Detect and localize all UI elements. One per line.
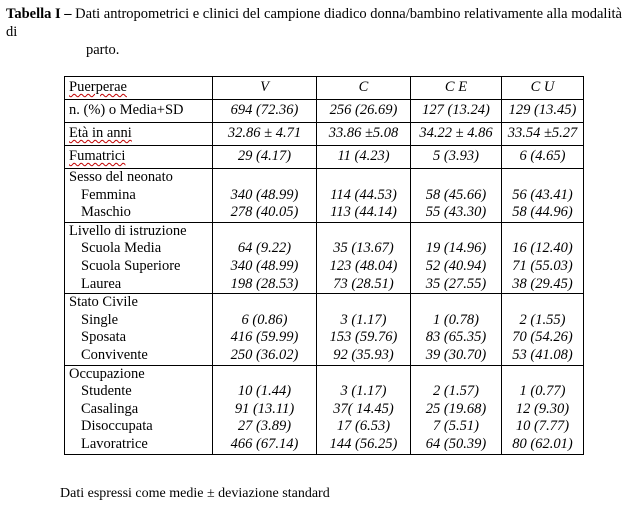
cell-sposata-v: 416 (59.99) [230,329,299,346]
cell-single-c: 3 (1.17) [340,311,387,328]
cell-n-cu: 129 (13.45) [502,100,584,123]
cell-fumatrici-c: 11 (4.23) [317,146,411,169]
group-labels-sesso [65,169,213,223]
group-col-ce [411,222,502,293]
header-label-cell [65,77,213,100]
header-col-cu: C U [502,77,584,100]
row-label-sposata: Sposata [81,329,127,346]
spacer [217,294,312,312]
row-label-scuola-superiore: Scuola Superiore [81,257,181,274]
data-table [64,76,584,455]
cell-disoccupata-v: 27 (3.89) [237,418,292,435]
spacer [217,223,312,241]
group-col-cu [502,294,584,365]
cell-scuola-superiore-cu: 71 (55.03) [512,257,573,274]
cell-sposata-cu: 70 (54.26) [512,329,573,346]
group-title-istruzione: Livello di istruzione [69,222,187,239]
row-label-casalinga: Casalinga [81,400,139,417]
header-row [65,77,584,100]
cell-fumatrici-v: 29 (4.17) [213,146,317,169]
cell-laurea-ce: 35 (27.55) [425,275,487,292]
row-label-disoccupata: Disoccupata [81,418,153,435]
table-group-sesso [65,169,584,223]
table-row-n [65,100,584,123]
cell-maschio-ce: 55 (43.30) [425,204,487,221]
group-col-cu [502,365,584,454]
row-label-cell [65,123,213,146]
spacer [321,223,406,241]
cell-convivente-ce: 39 (30.70) [425,346,487,363]
group-col-v [213,222,317,293]
cell-scuola-media-v: 64 (9.22) [237,240,292,257]
cell-femmina-v: 340 (48.99) [230,186,299,203]
cell-laurea-c: 73 (28.51) [333,275,394,292]
row-label-convivente: Convivente [81,346,148,363]
cell-studente-ce: 2 (1.57) [433,383,479,400]
cell-casalinga-cu: 12 (9.30) [515,400,570,417]
cell-single-cu: 2 (1.55) [519,311,566,328]
table-group-istruzione [65,222,584,293]
group-labels-occupazione [65,365,213,454]
cell-scuola-superiore-v: 340 (48.99) [230,257,299,274]
cell-scuola-media-ce: 19 (14.96) [425,240,487,257]
row-label-femmina: Femmina [81,186,136,203]
header-col-ce: C E [411,77,502,100]
spacer [506,169,579,187]
group-col-c [317,294,411,365]
cell-studente-cu: 1 (0.77) [519,383,566,400]
cell-laurea-cu: 38 (29.45) [512,275,573,292]
cell-single-v: 6 (0.86) [241,311,288,328]
header-label: Puerperae [69,79,127,96]
group-col-v [213,169,317,223]
table-group-occupazione [65,365,584,454]
row-label-studente: Studente [81,383,132,400]
spacer [506,366,579,384]
group-labels-istruzione [65,222,213,293]
cell-sposata-c: 153 (59.76) [329,329,398,346]
spacer [506,223,579,241]
cell-n-v: 694 (72.36) [213,100,317,123]
spacer [321,294,406,312]
header-col-v: V [213,77,317,100]
group-col-c [317,222,411,293]
cell-femmina-ce: 58 (45.66) [425,186,487,203]
row-label-scuola-media: Scuola Media [81,240,162,257]
cell-maschio-c: 113 (44.14) [330,204,397,221]
spacer [321,169,406,187]
group-col-ce [411,294,502,365]
cell-casalinga-c: 37( 14.45) [333,400,394,417]
table-footnote: Dati espressi come medie ± deviazione standard [60,486,330,501]
cell-femmina-c: 114 (44.53) [330,186,397,203]
group-col-cu [502,169,584,223]
cell-scuola-media-cu: 16 (12.40) [512,240,573,257]
cell-studente-c: 3 (1.17) [340,383,387,400]
cell-single-ce: 1 (0.78) [433,311,479,328]
cell-scuola-media-c: 35 (13.67) [333,240,394,257]
group-title-sesso: Sesso del neonato [69,169,173,185]
cell-scuola-superiore-ce: 52 (40.94) [425,257,487,274]
spacer [506,294,579,312]
spacer [415,169,497,187]
row-label-cell [65,146,213,169]
group-col-cu [502,222,584,293]
header-col-c: C [317,77,411,100]
caption-label: Tabella I – [6,6,76,22]
cell-sposata-ce: 83 (65.35) [425,329,487,346]
cell-scuola-superiore-c: 123 (48.04) [329,257,398,274]
group-title-stato: Stato Civile [69,294,138,311]
cell-eta-v: 32.86 ± 4.71 [213,123,317,146]
group-col-v [213,365,317,454]
group-col-v [213,294,317,365]
cell-n-ce: 127 (13.24) [411,100,502,123]
cell-fumatrici-cu: 6 (4.65) [502,146,584,169]
cell-n-c: 256 (26.69) [317,100,411,123]
group-col-c [317,365,411,454]
cell-laurea-v: 198 (28.53) [230,275,299,292]
spacer [415,294,497,312]
cell-casalinga-ce: 25 (19.68) [425,400,487,417]
table-group-stato [65,294,584,365]
caption-text-line1: Dati antropometrici e clinici del campione diadico donna/bambino relativamente alla modalità di [6,6,622,40]
cell-convivente-cu: 53 (41.08) [512,346,573,363]
group-title-occupazione: Occupazione [69,365,145,382]
group-labels-stato [65,294,213,365]
cell-fumatrici-ce: 5 (3.93) [411,146,502,169]
cell-lavoratrice-v: 466 (67.14) [230,435,299,452]
cell-lavoratrice-ce: 64 (50.39) [425,435,487,452]
spacer [415,223,497,241]
table-row-fumatrici [65,146,584,169]
cell-casalinga-v: 91 (13.11) [234,400,295,417]
cell-disoccupata-cu: 10 (7.77) [515,418,570,435]
spacer [321,366,406,384]
spacer [415,366,497,384]
row-label-n: n. (%) o Media+SD [69,102,184,119]
row-label-eta: Età in anni [69,125,132,142]
spacer [217,366,312,384]
cell-lavoratrice-c: 144 (56.25) [329,435,398,452]
group-col-ce [411,365,502,454]
cell-convivente-v: 250 (36.02) [230,346,299,363]
group-col-ce [411,169,502,223]
group-col-c [317,169,411,223]
cell-disoccupata-c: 17 (6.53) [336,418,391,435]
spacer [217,169,312,187]
row-label-laurea: Laurea [81,275,122,292]
row-label-fumatrici: Fumatrici [69,148,126,165]
row-label-single: Single [81,311,119,328]
row-label-lavoratrice: Lavoratrice [81,435,148,452]
cell-convivente-c: 92 (35.93) [333,346,394,363]
cell-lavoratrice-cu: 80 (62.01) [512,435,573,452]
caption-text-line2: parto. [86,42,120,58]
row-label-maschio: Maschio [81,204,131,221]
cell-femmina-cu: 56 (43.41) [512,186,573,203]
table-row-eta [65,123,584,146]
cell-eta-ce: 34.22 ± 4.86 [411,123,502,146]
cell-eta-c: 33.86 ±5.08 [317,123,411,146]
cell-eta-cu: 33.54 ±5.27 [502,123,584,146]
cell-studente-v: 10 (1.44) [237,383,292,400]
row-label-cell [65,100,213,123]
cell-maschio-cu: 58 (44.96) [512,204,573,221]
cell-maschio-v: 278 (40.05) [230,204,299,221]
cell-disoccupata-ce: 7 (5.51) [433,418,479,435]
table-caption [6,5,628,59]
